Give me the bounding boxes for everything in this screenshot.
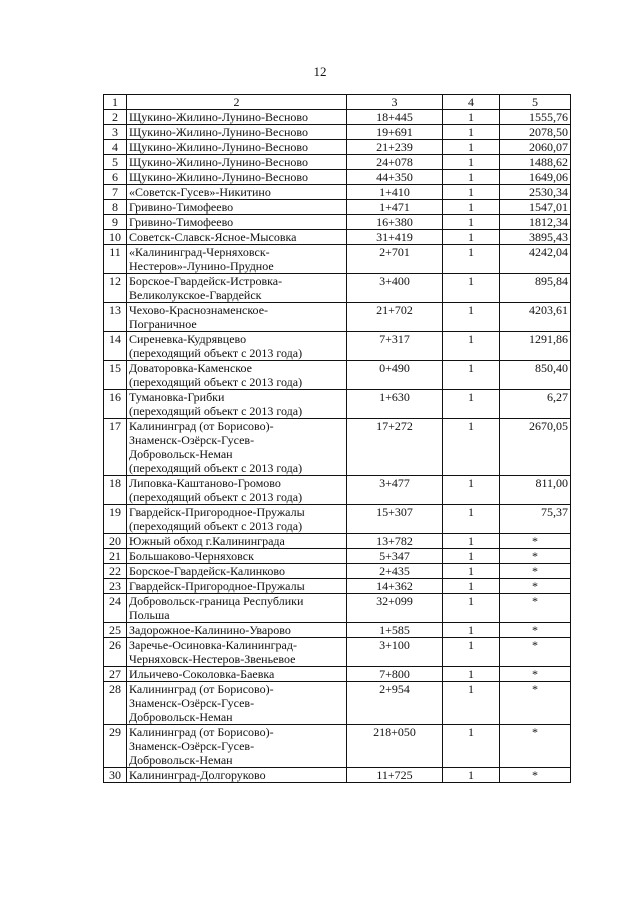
cost-cell: * (500, 594, 571, 623)
row-number-cell: 27 (104, 667, 127, 682)
row-number-cell: 5 (104, 155, 127, 170)
row-number-cell: 24 (104, 594, 127, 623)
km-cell: 7+317 (347, 332, 443, 361)
category-cell: 1 (443, 623, 500, 638)
road-name-cell: Щукино-Жилино-Лунино-Весново (127, 140, 347, 155)
category-cell: 1 (443, 110, 500, 125)
category-cell: 1 (443, 303, 500, 332)
road-name-cell: Сиреневка-Кудрявцево (переходящий объект с 2013 года) (127, 332, 347, 361)
km-cell: 2+701 (347, 245, 443, 274)
road-name-cell: Щукино-Жилино-Лунино-Весново (127, 155, 347, 170)
category-cell: 1 (443, 476, 500, 505)
table-row (104, 476, 571, 505)
header-cell-2: 2 (127, 95, 347, 110)
cost-cell: * (500, 682, 571, 725)
row-number-cell: 14 (104, 332, 127, 361)
category-cell: 1 (443, 185, 500, 200)
row-number-cell: 28 (104, 682, 127, 725)
row-number-cell: 25 (104, 623, 127, 638)
km-cell: 24+078 (347, 155, 443, 170)
cost-cell: 4203,61 (500, 303, 571, 332)
km-cell: 44+350 (347, 170, 443, 185)
road-name-cell: «Советск-Гусев»-Никитино (127, 185, 347, 200)
category-cell: 1 (443, 505, 500, 534)
road-name-cell: Заречье-Осиновка-Калининград- Черняховск-Нестеров-Звеньевое (127, 638, 347, 667)
category-cell: 1 (443, 534, 500, 549)
row-number-cell: 22 (104, 564, 127, 579)
category-cell: 1 (443, 140, 500, 155)
road-name-cell: Щукино-Жилино-Лунино-Весново (127, 110, 347, 125)
cost-cell: 1488,62 (500, 155, 571, 170)
road-name-cell: Калининград (от Борисово)- Знаменск-Озёрск-Гусев- Добровольск-Неман (127, 725, 347, 768)
category-cell: 1 (443, 682, 500, 725)
row-number-cell: 11 (104, 245, 127, 274)
header-cell-4: 4 (443, 95, 500, 110)
cost-cell: 1812,34 (500, 215, 571, 230)
category-cell: 1 (443, 390, 500, 419)
table-row (104, 125, 571, 140)
road-name-cell: Добровольск-граница Республики Польша (127, 594, 347, 623)
header-cell-3: 3 (347, 95, 443, 110)
row-number-cell: 23 (104, 579, 127, 594)
category-cell: 1 (443, 594, 500, 623)
km-cell: 3+477 (347, 476, 443, 505)
row-number-cell: 13 (104, 303, 127, 332)
road-name-cell: Южный обход г.Калининграда (127, 534, 347, 549)
row-number-cell: 30 (104, 768, 127, 783)
header-cell-5: 5 (500, 95, 571, 110)
table-row (104, 564, 571, 579)
row-number-cell: 3 (104, 125, 127, 140)
category-cell: 1 (443, 200, 500, 215)
road-name-cell: Калининград-Долгоруково (127, 768, 347, 783)
row-number-cell: 20 (104, 534, 127, 549)
table-row (104, 140, 571, 155)
category-cell: 1 (443, 274, 500, 303)
cost-cell: * (500, 667, 571, 682)
table-row (104, 200, 571, 215)
cost-cell: 75,37 (500, 505, 571, 534)
row-number-cell: 18 (104, 476, 127, 505)
category-cell: 1 (443, 230, 500, 245)
table-row (104, 579, 571, 594)
cost-cell: * (500, 768, 571, 783)
table-row (104, 245, 571, 274)
row-number-cell: 21 (104, 549, 127, 564)
page-number: 12 (313, 64, 327, 79)
table-row (104, 230, 571, 245)
row-number-cell: 8 (104, 200, 127, 215)
row-number-cell: 4 (104, 140, 127, 155)
km-cell: 32+099 (347, 594, 443, 623)
row-number-cell: 7 (104, 185, 127, 200)
table-row (104, 594, 571, 623)
road-name-cell: «Калининград-Черняховск- Нестеров»-Лунино-Прудное (127, 245, 347, 274)
km-cell: 218+050 (347, 725, 443, 768)
cost-cell: * (500, 725, 571, 768)
km-cell: 21+239 (347, 140, 443, 155)
road-name-cell: Гвардейск-Пригородное-Пружалы (127, 579, 347, 594)
cost-cell: 2670,05 (500, 419, 571, 476)
road-name-cell: Борское-Гвардейск-Истровка- Великолукское-Гвардейск (127, 274, 347, 303)
km-cell: 13+782 (347, 534, 443, 549)
road-name-cell: Калининград (от Борисово)- Знаменск-Озёрск-Гусев- Добровольск-Неман (переходящий объект с 2013 года) (127, 419, 347, 476)
road-name-cell: Задорожное-Калинино-Уварово (127, 623, 347, 638)
cost-cell: 2060,07 (500, 140, 571, 155)
row-number-cell: 2 (104, 110, 127, 125)
km-cell: 2+954 (347, 682, 443, 725)
km-cell: 0+490 (347, 361, 443, 390)
row-number-cell: 19 (104, 505, 127, 534)
cost-cell: * (500, 549, 571, 564)
cost-cell: 850,40 (500, 361, 571, 390)
cost-cell: * (500, 623, 571, 638)
road-name-cell: Ильичево-Соколовка-Баевка (127, 667, 347, 682)
row-number-cell: 26 (104, 638, 127, 667)
km-cell: 3+100 (347, 638, 443, 667)
category-cell: 1 (443, 638, 500, 667)
category-cell: 1 (443, 579, 500, 594)
cost-cell: 895,84 (500, 274, 571, 303)
table-row (104, 215, 571, 230)
road-name-cell: Чехово-Краснознаменское- Пограничное (127, 303, 347, 332)
category-cell: 1 (443, 361, 500, 390)
table-row (104, 725, 571, 768)
row-number-cell: 17 (104, 419, 127, 476)
km-cell: 5+347 (347, 549, 443, 564)
table-row (104, 155, 571, 170)
road-name-cell: Большаково-Черняховск (127, 549, 347, 564)
km-cell: 15+307 (347, 505, 443, 534)
cost-cell: 1291,86 (500, 332, 571, 361)
category-cell: 1 (443, 725, 500, 768)
km-cell: 14+362 (347, 579, 443, 594)
cost-cell: 1547,01 (500, 200, 571, 215)
cost-cell: 6,27 (500, 390, 571, 419)
table-row (104, 361, 571, 390)
table-body (104, 95, 571, 783)
cost-cell: * (500, 564, 571, 579)
category-cell: 1 (443, 125, 500, 140)
table-row (104, 682, 571, 725)
cost-cell: * (500, 579, 571, 594)
header-cell-1: 1 (104, 95, 127, 110)
km-cell: 3+400 (347, 274, 443, 303)
table-row (104, 303, 571, 332)
km-cell: 1+410 (347, 185, 443, 200)
category-cell: 1 (443, 332, 500, 361)
table-row (104, 534, 571, 549)
category-cell: 1 (443, 667, 500, 682)
table-row (104, 667, 571, 682)
road-name-cell: Доваторовка-Каменское (переходящий объект с 2013 года) (127, 361, 347, 390)
table-row (104, 274, 571, 303)
road-name-cell: Советск-Славск-Ясное-Мысовка (127, 230, 347, 245)
row-number-cell: 12 (104, 274, 127, 303)
road-name-cell: Щукино-Жилино-Лунино-Весново (127, 170, 347, 185)
category-cell: 1 (443, 419, 500, 476)
cost-cell: 811,00 (500, 476, 571, 505)
road-objects-table (103, 94, 571, 783)
km-cell: 11+725 (347, 768, 443, 783)
km-cell: 31+419 (347, 230, 443, 245)
table-row (104, 185, 571, 200)
row-number-cell: 15 (104, 361, 127, 390)
km-cell: 1+471 (347, 200, 443, 215)
road-name-cell: Борское-Гвардейск-Калинково (127, 564, 347, 579)
category-cell: 1 (443, 215, 500, 230)
km-cell: 19+691 (347, 125, 443, 140)
cost-cell: 2078,50 (500, 125, 571, 140)
table-row (104, 390, 571, 419)
km-cell: 18+445 (347, 110, 443, 125)
road-name-cell: Гвардейск-Пригородное-Пружалы (переходящий объект с 2013 года) (127, 505, 347, 534)
table-header-row (104, 95, 571, 110)
km-cell: 7+800 (347, 667, 443, 682)
table-row (104, 623, 571, 638)
km-cell: 2+435 (347, 564, 443, 579)
table-row (104, 110, 571, 125)
road-name-cell: Калининград (от Борисово)- Знаменск-Озёрск-Гусев- Добровольск-Неман (127, 682, 347, 725)
category-cell: 1 (443, 564, 500, 579)
table-row (104, 332, 571, 361)
category-cell: 1 (443, 155, 500, 170)
road-name-cell: Гривино-Тимофеево (127, 215, 347, 230)
cost-cell: 4242,04 (500, 245, 571, 274)
cost-cell: * (500, 638, 571, 667)
road-name-cell: Тумановка-Грибки (переходящий объект с 2013 года) (127, 390, 347, 419)
km-cell: 16+380 (347, 215, 443, 230)
cost-cell: 3895,43 (500, 230, 571, 245)
road-name-cell: Гривино-Тимофеево (127, 200, 347, 215)
category-cell: 1 (443, 170, 500, 185)
cost-cell: * (500, 534, 571, 549)
cost-cell: 1555,76 (500, 110, 571, 125)
category-cell: 1 (443, 549, 500, 564)
row-number-cell: 6 (104, 170, 127, 185)
row-number-cell: 29 (104, 725, 127, 768)
table-row (104, 549, 571, 564)
category-cell: 1 (443, 245, 500, 274)
km-cell: 1+630 (347, 390, 443, 419)
category-cell: 1 (443, 768, 500, 783)
km-cell: 1+585 (347, 623, 443, 638)
row-number-cell: 9 (104, 215, 127, 230)
table-row (104, 638, 571, 667)
cost-cell: 1649,06 (500, 170, 571, 185)
road-name-cell: Щукино-Жилино-Лунино-Весново (127, 125, 347, 140)
table-row (104, 768, 571, 783)
road-name-cell: Липовка-Каштаново-Громово (переходящий объект с 2013 года) (127, 476, 347, 505)
cost-cell: 2530,34 (500, 185, 571, 200)
row-number-cell: 10 (104, 230, 127, 245)
row-number-cell: 16 (104, 390, 127, 419)
table-row (104, 505, 571, 534)
table-row (104, 419, 571, 476)
km-cell: 17+272 (347, 419, 443, 476)
km-cell: 21+702 (347, 303, 443, 332)
table-row (104, 170, 571, 185)
